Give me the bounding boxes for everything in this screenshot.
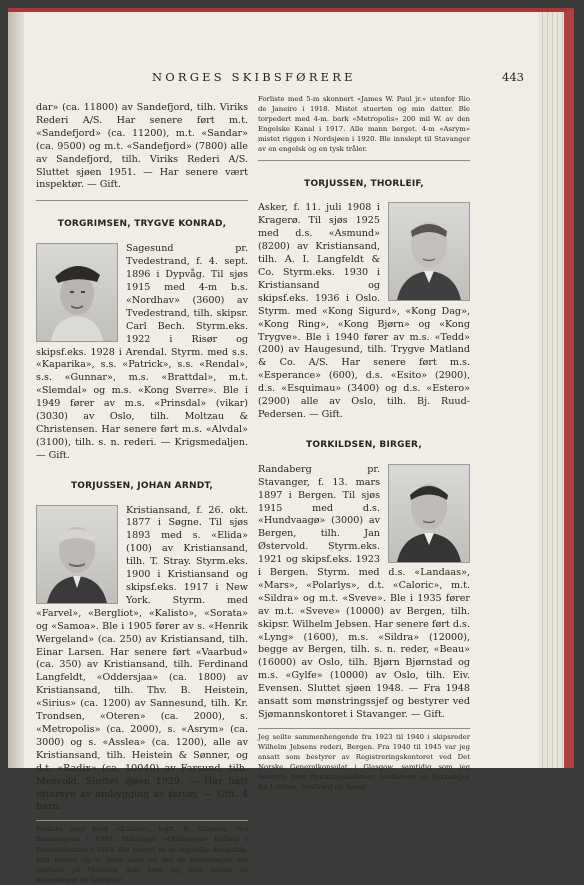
book-page	[8, 8, 574, 884]
biography-entry	[36, 505, 248, 815]
column-divider	[36, 200, 248, 201]
note-divider	[258, 728, 470, 729]
column-divider	[258, 160, 470, 161]
entry-note: Forliste med bark «Kalisto», kapt. B. Gilmark, ved Bamosøyene i 1903. Fullrigger «Oddersjaa» forliste i Franskebukten i 1914. Ble berget av to engelske dampskip. Min hustru og to barn samt en del av besetningen ble landsatt på Madeira, selv kom jeg med resten av mannskapet til Gibraltar.	[36, 825, 248, 884]
entry-text: Sagesund pr. Tvedestrand, f. 4. sept. 1896 i Dypvåg. Til sjøs 1915 med 4-m b.s. «Nordhav» (3600) av Tvedestrand, tilh. skipsr. Carl Bech. Styrm.eks. 1922 i Risør og skipsf.eks. 1928 i Arendal. Styrm. med s.s. «Kaparika», s.s. «Patrick», s.s. «Rendal», s.s. «Gunnar», m.s. «Brattdal», m.t. «Slemdal» og m.s. «Kong Sverre». Ble i 1949 fører av m.s. «Prinsdal» (vikar) (3030) av Oslo, tilh. Moltzau & Christensen. Har senere ført m.s. «Alvdal» (3100), tilh. s. n. rederi. — Krigsmedaljen. — Gift.	[36, 243, 248, 461]
portrait-photo	[36, 505, 118, 604]
biography-entry	[258, 202, 470, 421]
biography-entry	[36, 243, 248, 462]
portrait-photo	[388, 202, 470, 301]
entry-name: TORGRIMSEN, TRYGVE KONRAD,	[57, 219, 227, 230]
right-column	[258, 94, 470, 792]
entry-name: TORKILDSEN, BIRGER,	[306, 439, 422, 450]
continued-text: dar» (ca. 11800) av Sandefjord, tilh. Viriks Rederi A/S. Har senere ført m.t. «Sandefjord» (ca. 11200), m.t. «Sandar» (ca. 9500) og m.t. «Sandefjord» (7800) alle av Sandefjord, tilh. Viriks Rederi A/S. Sluttet sjøen 1951. — Har senere vært inspektør. — Gift.	[36, 102, 248, 191]
page-header	[24, 70, 538, 92]
portrait-photo	[36, 243, 118, 342]
entry-text: Kristiansand, f. 26. okt. 1877 i Søgne. Til sjøs 1893 med s. «Elida» (100) av Kristiansand, tilh. T. Stray. Styrm.eks. 1900 i Kristiansand og skipsf.eks. 1917 i New York. Styrm. med «Farvel», «Bergliot», «Kalisto», «Sorata» og «Samoa». Ble i 1905 fører av s. «Henrik Wergeland» (ca. 250) av Kristiansand, tilh. Einar Larsen. Har senere ført «Vaarbud» (ca. 350) av Kristiansand, tilh. Ferdinand Langfeldt, «Oddersjaa» (ca. 1800) av Kristiansand, tilh. Thv. B. Heistein, «Sirius» (ca. 1200) av Sannesund, tilh. Kr. Trondsen, «Oteren» (ca. 2000), s. «Metropolis» (ca. 2000), s. «Asrym» (ca. 3000) og s. «Asslea» (ca. 1200), alle av Kristiansand, tilh. Heistein & Sønner, og d.t. «Radix» (ca. 10040) av Farsund, tilh. Mosvold. Sluttet sjøen 1929. — Har hatt ettersyn av ombygging av fartøy. — Gift. 4 barn.	[36, 504, 248, 813]
entry-name: TORJUSSEN, THORLEIF,	[304, 178, 424, 189]
entry-name: TORJUSSEN, JOHAN ARNDT,	[70, 480, 214, 491]
biography-entry	[258, 464, 470, 722]
running-title: NORGES SKIBSFØRERE	[152, 70, 356, 84]
page-gutter	[8, 12, 24, 768]
entry-note: Jeg seilte sammenhengende fra 1923 til 1940 i skipsreder Wilhelm Jebsens rederi, Bergen. Fra 1940 til 1945 var jeg ansatt som bestyrer av Registreringskontoret ved Det Norske Generalkonsulat i Glasgow, samtidig som jeg bestyrte flere flyktningekolonier, bestående av flyktninger fra Lofoten, Svalbard og Sørøy.	[258, 732, 470, 792]
entry-text: Randaberg pr. Stavanger, f. 13. mars 1897 i Bergen. Til sjøs 1915 med d.s. «Hundvaagø» (3000) av Bergen, tilh. Jan Østervold. Styrm.eks. 1921 og skipsf.eks. 1923 i Bergen. Styrm. med d.s. «Landaas», «Mars», «Polarlys», d.t. «Caloric», m.t. «Sildra» og m.t. «Sveve». Ble i 1935 fører av m.t. «Sveve» (10000) av Bergen, tilh. skipsr. Wilhelm Jebsen. Har senere ført d.s. «Lyng» (1600), m.s. «Sildra» (12000), begge av Bergen, tilh. s. n. reder, «Beau» (16000) av Oslo, tilh. Bjørn Bjørnstad og m.s. «Gylfe» (10000) av Oslo, tilh. Eiv. Evensen. Sluttet sjøen 1948. — Fra 1948 ansatt som mønstringssjef og bestyrer ved Sjømannskontoret i Stavanger. — Gift.	[258, 463, 470, 720]
page-number: 443	[502, 70, 524, 84]
continued-note: Forliste med 5-m skonnert «James W. Paul jr.» utenfor Rio de Janeiro i 1918. Mistet stuerten og min datter. Ble torpedert med 4-m. bark «Metropolis» 200 mil W. av den Engelske Kanal i 1917. Alle mann berget. 4-m «Asrym» mistet riggen i Nordsjøen i 1920. Ble innslept til Stavanger av en engelsk og en tysk tråler.	[258, 95, 470, 154]
entry-text: Asker, f. 11. juli 1908 i Kragerø. Til sjøs 1925 med d.s. «Asmund» (8200) av Kristiansand, tilh. A. I. Langfeldt & Co. Styrm.eks. 1930 i Kristiansand og skipsf.eks. 1936 i Oslo. Styrm. med «Kong Sigurd», «Kong Dag», «Kong Ring», «Kong Bjørn» og «Kong Trygve». Ble i 1940 fører av m.s. «Tedd» (200) av Haugesund, tilh. Trygve Matland & Co. A/S. Har senere ført m.s. «Esperance» (600), d.s. «Esito» (2900), d.s. «Esquimau» (3400) og d.s. «Estero» (2900) alle av Oslo, tilh. Bj. Ruud-Pedersen. — Gift.	[258, 202, 470, 420]
note-divider	[36, 820, 248, 821]
page-edges	[538, 12, 564, 768]
left-column	[36, 102, 248, 885]
portrait-photo	[388, 464, 470, 563]
